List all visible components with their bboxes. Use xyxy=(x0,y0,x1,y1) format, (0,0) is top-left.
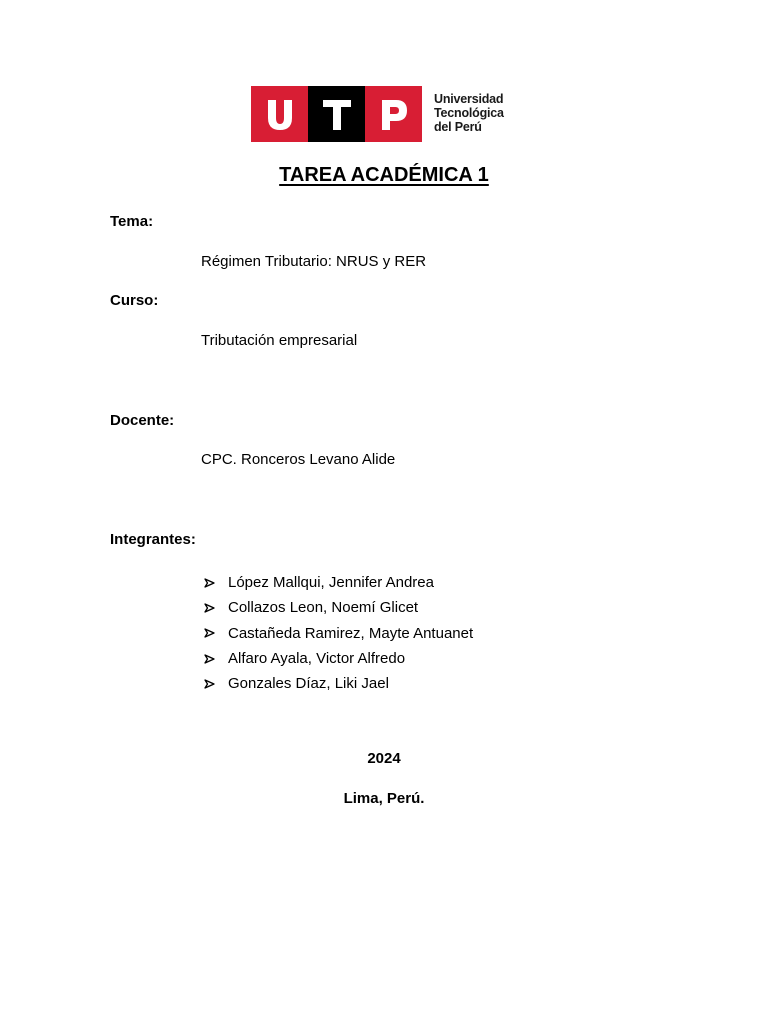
year: 2024 xyxy=(367,750,401,767)
tema-value: Régimen Tributario: NRUS y RER xyxy=(201,253,427,270)
member-name: López Mallqui, Jennifer Andrea xyxy=(228,574,434,592)
arrowhead-bullet-icon xyxy=(204,578,228,588)
svg-text:Universidad: Universidad xyxy=(434,92,504,106)
members-list xyxy=(204,570,473,696)
logo-university-name xyxy=(434,86,514,142)
curso-label: Curso: xyxy=(110,292,159,309)
arrowhead-bullet-icon xyxy=(204,679,228,689)
curso-value: Tributación empresarial xyxy=(201,332,358,349)
member-name: Gonzales Díaz, Liki Jael xyxy=(228,675,389,693)
list-item xyxy=(204,671,473,696)
place: Lima, Perú. xyxy=(343,790,425,807)
docente-value: CPC. Ronceros Levano Alide xyxy=(201,451,396,468)
arrowhead-bullet-icon xyxy=(204,603,228,613)
arrowhead-bullet-icon xyxy=(204,654,228,664)
utp-logo xyxy=(251,86,514,142)
svg-text:del Perú: del Perú xyxy=(434,120,482,134)
member-name: Castañeda Ramirez, Mayte Antuanet xyxy=(228,624,474,642)
logo-letter-u xyxy=(251,86,308,142)
list-item xyxy=(204,646,473,671)
list-item xyxy=(204,595,473,620)
tema-label: Tema: xyxy=(110,213,154,230)
svg-text:Tecnológica: Tecnológica xyxy=(434,106,504,120)
integrantes-label: Integrantes: xyxy=(110,531,196,548)
logo-letter-p xyxy=(365,86,422,142)
list-item xyxy=(204,621,473,646)
list-item xyxy=(204,570,473,595)
logo-letter-t xyxy=(308,86,365,142)
member-name: Alfaro Ayala, Victor Alfredo xyxy=(228,650,406,668)
page-title: TAREA ACADÉMICA 1 xyxy=(279,164,489,186)
docente-label: Docente: xyxy=(110,412,175,429)
arrowhead-bullet-icon xyxy=(204,628,228,638)
member-name: Collazos Leon, Noemí Glicet xyxy=(228,599,419,617)
